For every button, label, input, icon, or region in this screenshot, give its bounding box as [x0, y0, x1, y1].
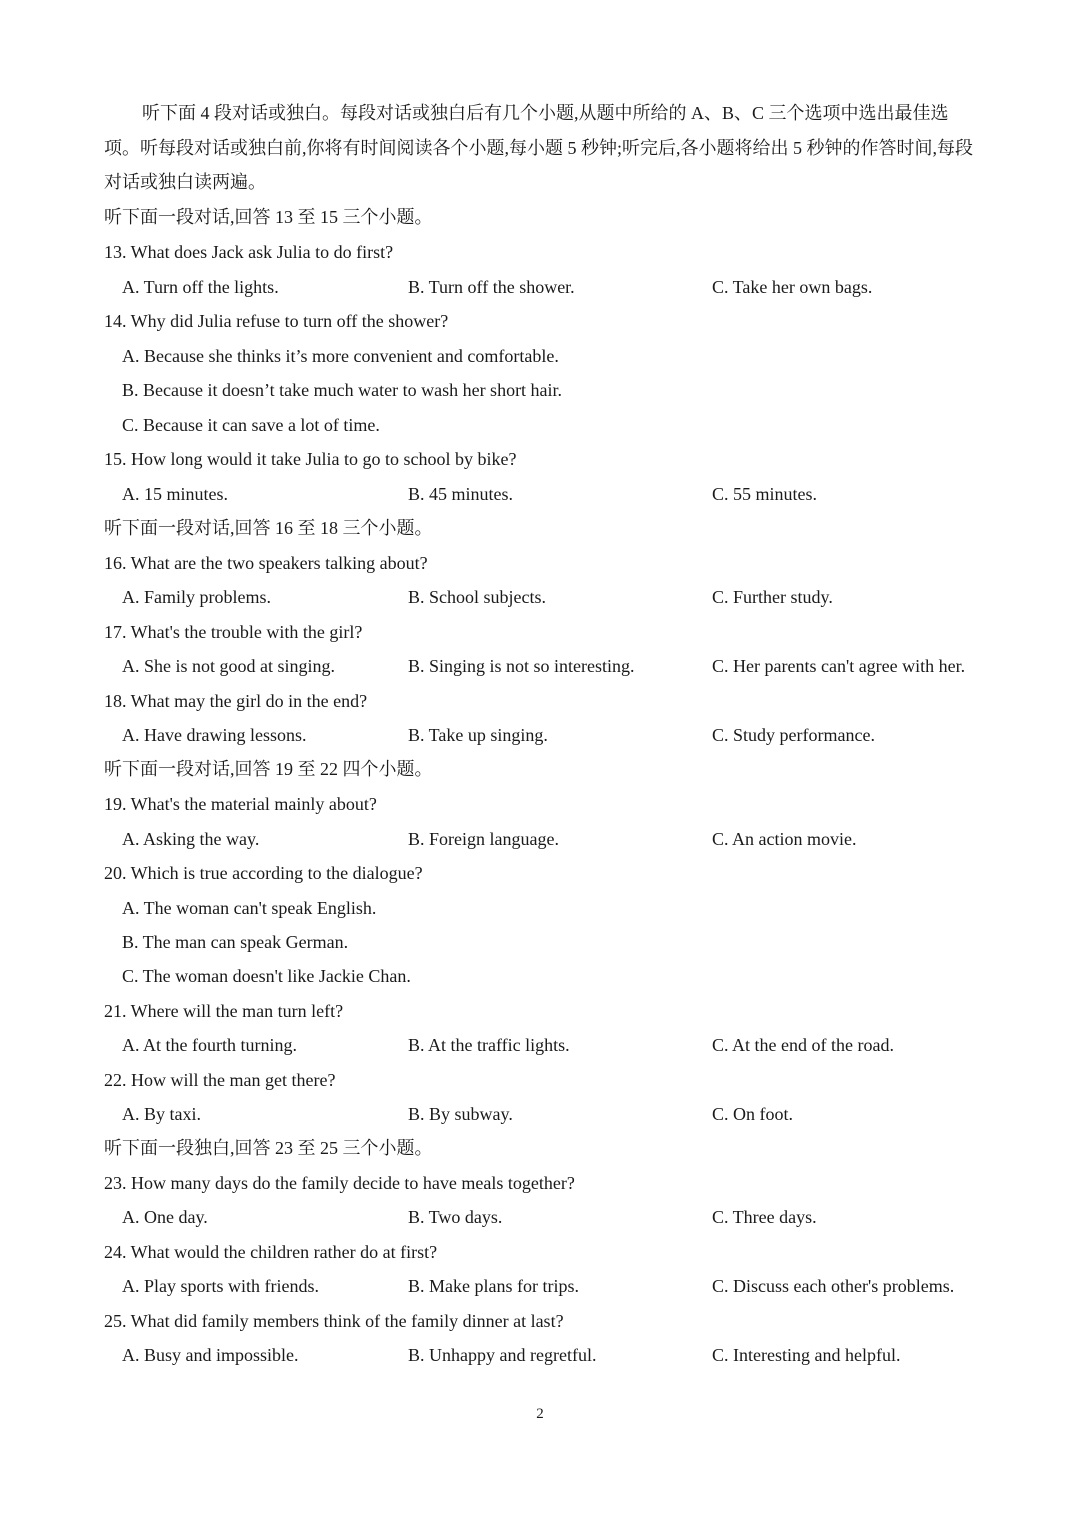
question-16: 16. What are the two speakers talking about? [104, 553, 428, 573]
q15-option-c: C. 55 minutes. [712, 484, 818, 504]
question-21: 21. Where will the man turn left? [104, 1001, 344, 1021]
q21-option-c: C. At the end of the road. [712, 1035, 894, 1055]
q15-option-a: A. 15 minutes. [122, 484, 228, 504]
q17-option-c: C. Her parents can't agree with her. [712, 656, 966, 676]
question-25: 25. What did family members think of the family dinner at last? [104, 1311, 564, 1331]
q22-option-c: C. On foot. [712, 1104, 793, 1124]
question-19: 19. What's the material mainly about? [104, 794, 377, 814]
q16-option-b: B. School subjects. [408, 587, 546, 607]
q24-option-b: B. Make plans for trips. [408, 1276, 579, 1296]
q18-option-a: A. Have drawing lessons. [122, 725, 307, 745]
question-13: 13. What does Jack ask Julia to do first? [104, 242, 394, 262]
q16-option-a: A. Family problems. [122, 587, 271, 607]
q24-option-c: C. Discuss each other's problems. [712, 1276, 955, 1296]
question-15: 15. How long would it take Julia to go to school by bike? [104, 449, 517, 469]
question-17: 17. What's the trouble with the girl? [104, 622, 363, 642]
q22-option-b: B. By subway. [408, 1104, 513, 1124]
q25-option-b: B. Unhappy and regretful. [408, 1345, 597, 1365]
q14-option-c: C. Because it can save a lot of time. [122, 415, 380, 435]
q25-option-c: C. Interesting and helpful. [712, 1345, 901, 1365]
question-23: 23. How many days do the family decide to have meals together? [104, 1173, 575, 1193]
question-22: 22. How will the man get there? [104, 1070, 336, 1090]
q14-option-a: A. Because she thinks it’s more convenient and comfortable. [122, 346, 559, 366]
page-number: 2 [536, 1406, 544, 1422]
q18-option-c: C. Study performance. [712, 725, 875, 745]
q23-option-b: B. Two days. [408, 1207, 503, 1227]
q17-option-a: A. She is not good at singing. [122, 656, 336, 676]
section-heading: 听下面一段对话,回答 16 至 18 三个小题。 [104, 518, 433, 538]
question-20: 20. Which is true according to the dialogue? [104, 863, 423, 883]
q13-option-a: A. Turn off the lights. [122, 277, 279, 297]
q16-option-c: C. Further study. [712, 587, 833, 607]
q19-option-a: A. Asking the way. [122, 829, 260, 849]
q20-option-a: A. The woman can't speak English. [122, 898, 377, 918]
q13-option-c: C. Take her own bags. [712, 277, 873, 297]
section-heading: 听下面一段对话,回答 13 至 15 三个小题。 [104, 207, 433, 227]
q23-option-c: C. Three days. [712, 1207, 817, 1227]
q23-option-a: A. One day. [122, 1207, 208, 1227]
q24-option-a: A. Play sports with friends. [122, 1276, 319, 1296]
q19-option-c: C. An action movie. [712, 829, 857, 849]
q21-option-a: A. At the fourth turning. [122, 1035, 297, 1055]
q20-option-c: C. The woman doesn't like Jackie Chan. [122, 966, 411, 986]
section-heading: 听下面一段独白,回答 23 至 25 三个小题。 [104, 1138, 433, 1158]
question-18: 18. What may the girl do in the end? [104, 691, 368, 711]
q15-option-b: B. 45 minutes. [408, 484, 514, 504]
q14-option-b: B. Because it doesn’t take much water to wash her short hair. [122, 380, 563, 400]
instructions-paragraph: 听下面 4 段对话或独白。每段对话或独白后有几个小题,从题中所给的 A、B、C 三个选项中选出最佳选项。听每段对话或独白前,你将有时间阅读各个小题,每小题 5 秒钟;听完后,各小题将给出 5 秒钟的作答时间,每段对话或独白读两遍。 [104, 103, 973, 192]
q22-option-a: A. By taxi. [122, 1104, 201, 1124]
q17-option-b: B. Singing is not so interesting. [408, 656, 635, 676]
section-heading: 听下面一段对话,回答 19 至 22 四个小题。 [104, 759, 433, 779]
q20-option-b: B. The man can speak German. [122, 932, 349, 952]
q21-option-b: B. At the traffic lights. [408, 1035, 570, 1055]
q19-option-b: B. Foreign language. [408, 829, 559, 849]
question-14: 14. Why did Julia refuse to turn off the shower? [104, 311, 449, 331]
question-24: 24. What would the children rather do at first? [104, 1242, 438, 1262]
q18-option-b: B. Take up singing. [408, 725, 548, 745]
q25-option-a: A. Busy and impossible. [122, 1345, 299, 1365]
q13-option-b: B. Turn off the shower. [408, 277, 575, 297]
